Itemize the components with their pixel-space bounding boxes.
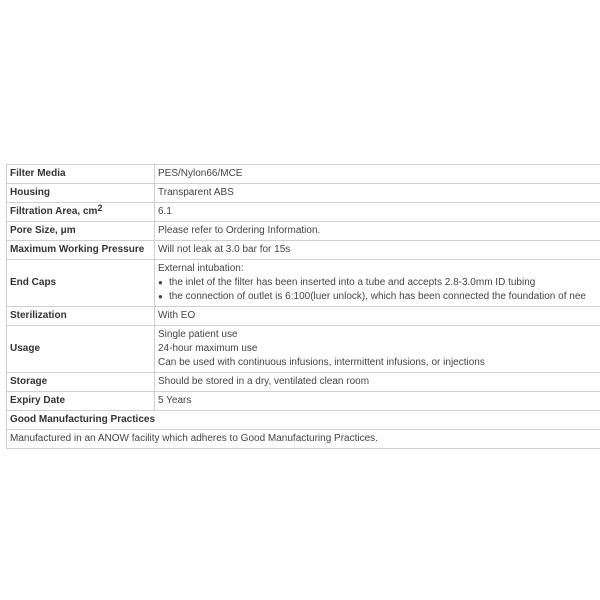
bullet-dot-icon: ●: [158, 278, 163, 287]
spec-label: Sterilization: [7, 307, 155, 326]
spec-label: Storage: [7, 373, 155, 392]
spec-label: Expiry Date: [7, 392, 155, 411]
spec-value: 5 Years: [155, 392, 600, 411]
gmp-text: Manufactured in an ANOW facility which adheres to Good Manufacturing Practices.: [7, 430, 600, 449]
bullet-dot-icon: ●: [158, 292, 163, 301]
spec-value: Transparent ABS: [155, 184, 600, 203]
usage-line: Single patient use: [158, 329, 238, 340]
spec-label: Maximum Working Pressure: [7, 241, 155, 260]
spec-row-filter-media: [7, 165, 600, 184]
spec-label: [7, 203, 155, 222]
spec-label: Housing: [7, 184, 155, 203]
spec-value: [155, 260, 600, 307]
gmp-heading: Good Manufacturing Practices: [7, 411, 600, 430]
list-item-text: the connection of outlet is 6:100(luer unlock), which has been connected the foundation of nee: [169, 291, 586, 302]
spec-label: Pore Size, μm: [7, 222, 155, 241]
spec-label: Usage: [7, 326, 155, 373]
spec-value: [155, 326, 600, 373]
spec-row-sterilization: [7, 307, 600, 326]
spec-row-storage: [7, 373, 600, 392]
spec-row-expiry-date: [7, 392, 600, 411]
usage-line: 24-hour maximum use: [158, 343, 258, 354]
usage-line: Can be used with continuous infusions, intermittent infusions, or injections: [158, 357, 485, 368]
spec-label: Filter Media: [7, 165, 155, 184]
spec-row-housing: [7, 184, 600, 203]
spec-row-filtration-area: [7, 203, 600, 222]
spec-value: Please refer to Ordering Information.: [155, 222, 600, 241]
superscript: 2: [97, 203, 103, 213]
spec-value: Should be stored in a dry, ventilated clean room: [155, 373, 600, 392]
spec-value: PES/Nylon66/MCE: [155, 165, 600, 184]
product-spec-table: [6, 164, 600, 449]
end-caps-intro: External intubation:: [158, 263, 244, 274]
spec-row-pore-size: [7, 222, 600, 241]
list-item-text: the inlet of the filter has been inserted into a tube and accepts 2.8-3.0mm ID tubing: [169, 277, 536, 288]
list-item: [158, 290, 598, 304]
spec-row-end-caps: [7, 260, 600, 307]
gmp-heading-row: [7, 411, 600, 430]
list-item: [158, 276, 598, 290]
spec-value: With EO: [155, 307, 600, 326]
gmp-text-row: [7, 430, 600, 449]
spec-value: Will not leak at 3.0 bar for 15s: [155, 241, 600, 260]
spec-row-max-pressure: [7, 241, 600, 260]
spec-row-usage: [7, 326, 600, 373]
spec-label: End Caps: [7, 260, 155, 307]
spec-label-text: Filtration Area, cm: [10, 206, 98, 217]
spec-value: 6.1: [155, 203, 600, 222]
